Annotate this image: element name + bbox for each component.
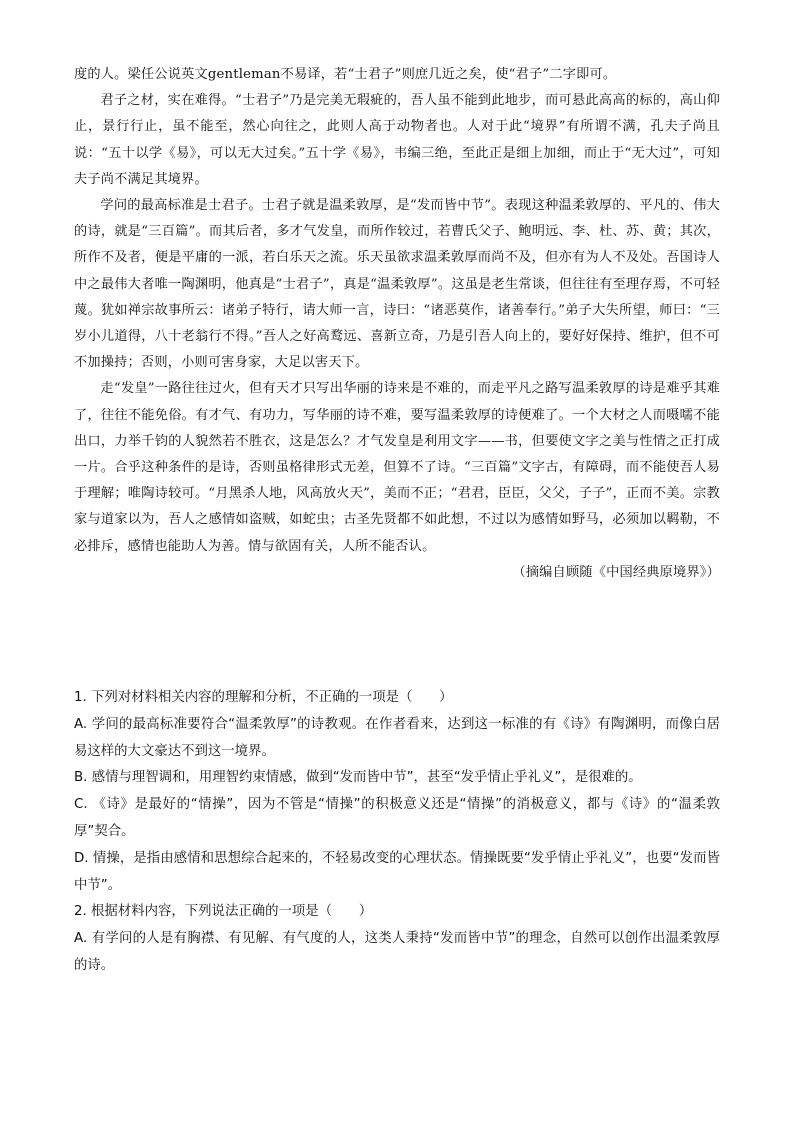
question-2-stem: 2. 根据材料内容，下列说法正确的一项是（ ）: [74, 904, 373, 920]
passage-paragraph-1: 度的人。梁任公说英文gentleman不易译，若“士君子”则庶几近之矣，使“君子”二字即可。: [74, 67, 617, 82]
question-section: [74, 685, 720, 980]
question-2: [74, 899, 720, 979]
question-1: [74, 685, 720, 899]
passage-paragraph-4: 走“发皇”一路往往过火，但有天才只写出华丽的诗来是不难的，而走平凡之路写温柔敦厚的诗是难乎其难了，往往不能免俗。有才气、有功力，写华丽的诗不难，要写温柔敦厚的诗便难了。一个大材之人而嗫嚅不能出口，力举千钧的人貌然若不胜衣，这是怎么？才气发皇是利用文字——书，但要使文字之美与性情之正打成一片。合乎这种条件的是诗，否则虽格律形式无差，但算不了诗。“三百篇”文字古，有障碍，而不能使吾人易于理解；唯陶诗较可。“月黑杀人地，风高放火天”，美而不正；“君君，臣臣，父父，子子”，正而不美。宗教家与道家以为，吾人之感情如盗贼，如蛇虫；古圣先贤都不如此想，不过以为感情如野马，必须加以羁勒，不必排斥，感情也能助人为善。情与欲固有关，人所不能否认。: [74, 381, 720, 554]
question-1-option-b: B. 感情与理智调和，用理智约束情感，做到“发而皆中节”，甚至“发乎情止乎礼义”，是很难的。: [74, 770, 642, 786]
question-1-option-d: D. 情操，是指由感情和思想综合起来的，不轻易改变的心理状态。情操既要“发乎情止乎礼义”，也要“发而皆中节”。: [74, 850, 720, 893]
question-1-stem: 1. 下列对材料相关内容的理解和分析，不正确的一项是（ ）: [74, 690, 453, 705]
question-1-option-c: C. 《诗》是最好的“情操”，因为不管是“情操”的积极意义还是“情操”的消极意义，都与《诗》的“温柔敦厚”契合。: [74, 797, 720, 839]
passage-paragraph-2: 君子之材，实在难得。“士君子”乃是完美无瑕疵的，吾人虽不能到此地步，而可悬此高高的标的，高山仰止，景行行止，虽不能至，然心向往之，此则人高于动物者也。人对于此“境界”有所谓不满，孔夫子尚且说：“五十以学《易》，可以无大过矣。”五十学《易》，韦编三绝，至此正是细上加细，而止于“无大过”，可知夫子尚不满足其境界。: [74, 93, 720, 187]
passage-paragraph-3: 学问的最高标准是士君子。士君子就是温柔敦厚，是“发而皆中节”。表现这种温柔敦厚的、平凡的、伟大的诗，就是“三百篇”。而其后者，多才气发皇，而所作较过，若曹氏父子、鲍明远、李、杜、苏、黄；其次，所作不及者，便是平庸的一派，若白乐天之流。乐天虽欲求温柔敦厚而尚不及，但亦有为人不及处。吾国诗人中之最伟大者唯一陶渊明，他真是“士君子”，真是“温柔敦厚”。这虽是老生常谈，但往往有至理存焉，不可轻蔑。犹如禅宗故事所云：诸弟子特行，请大师一言，诗曰：“诸恶莫作，诸善奉行。”弟子大失所望，师曰：“三岁小儿道得，八十老翁行不得。”吾人之好高鹜远、喜新立奇，乃是引吾人向上的，要好好保持、维护，但不可不加操持；否则，小则可害身家，大足以害天下。: [74, 198, 720, 371]
passage-source: （摘编自顾随《中国经典原境界》）: [512, 564, 720, 580]
question-1-option-a: A. 学问的最高标准要符合“温柔敦厚”的诗教观。在作者看来，达到这一标准的有《诗》有陶渊明，而像白居易这样的大文豪达不到这一境界。: [74, 716, 720, 759]
question-2-option-a: A. 有学问的人是有胸襟、有见解、有气度的人，这类人秉持“发而皆中节”的理念，自然可以创作出温柔敦厚的诗。: [74, 931, 720, 973]
reading-passage: [74, 62, 720, 586]
